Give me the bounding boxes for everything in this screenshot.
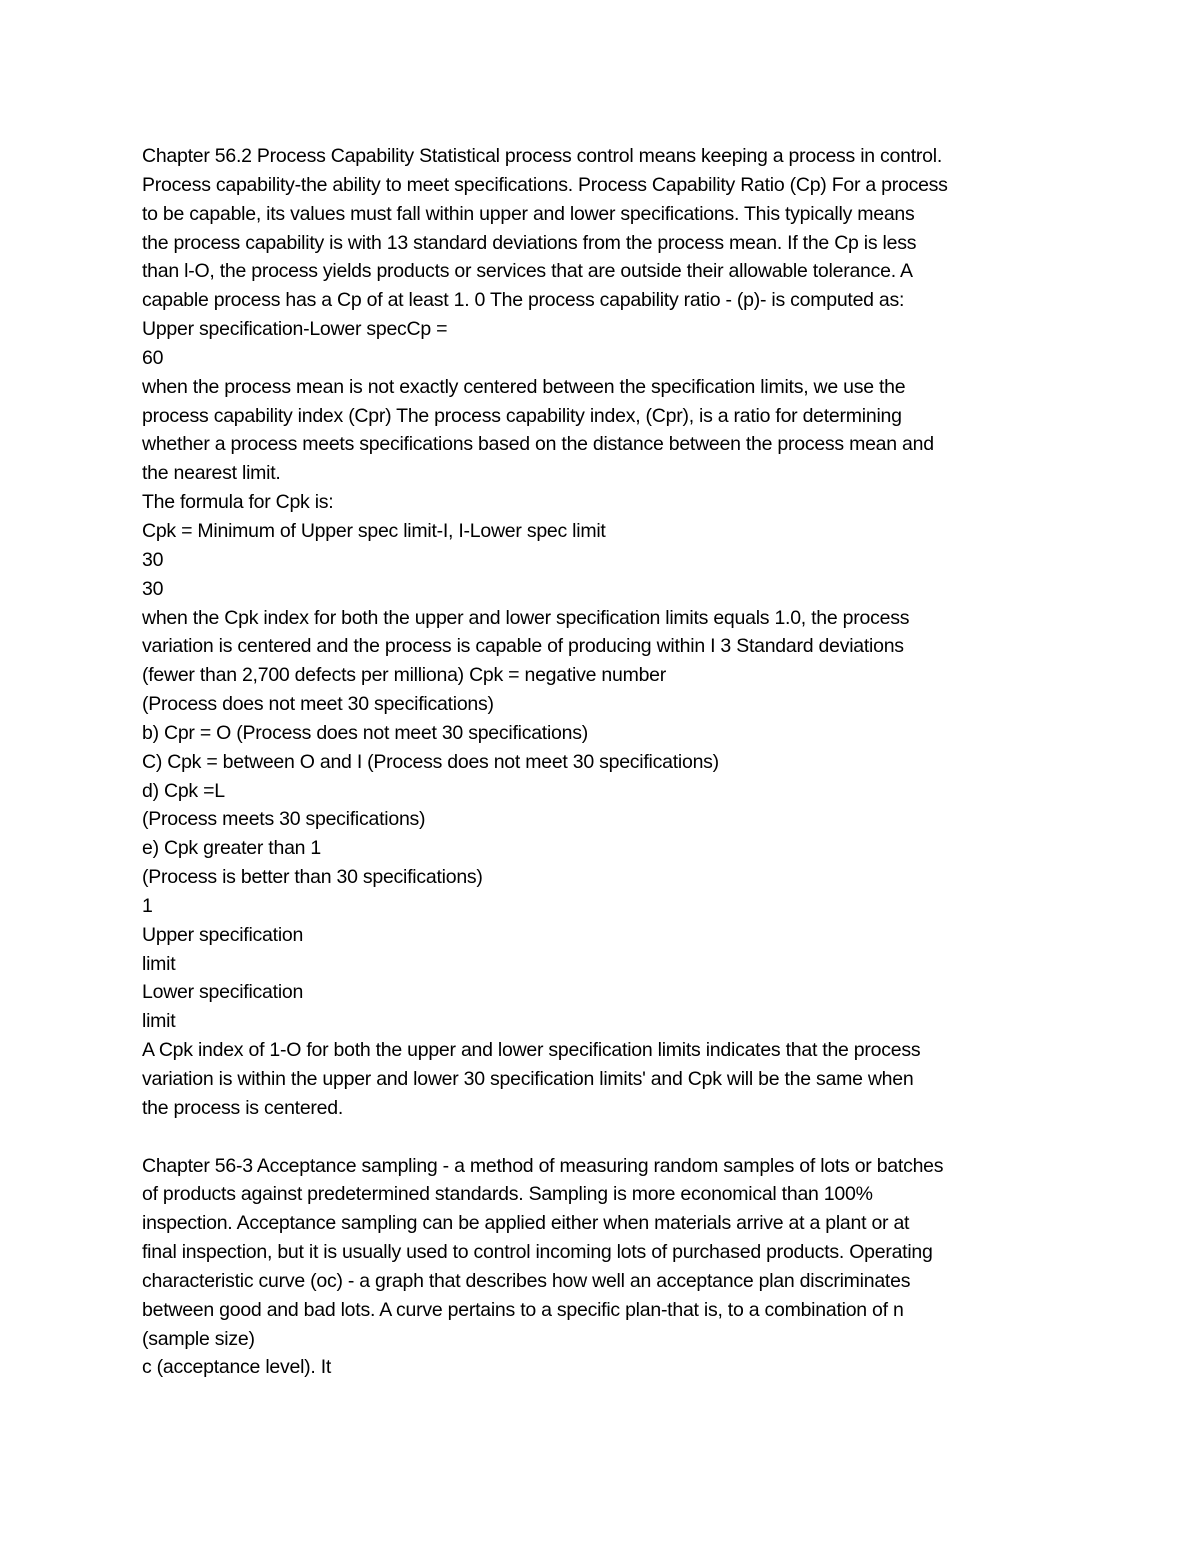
text-line: Upper specification-Lower specCp = <box>142 318 448 341</box>
text-line: than l-O, the process yields products or services that are outside their allowable tolerance. A <box>142 260 913 283</box>
text-line: the process capability is with 13 standard deviations from the process mean. If the Cp is less <box>142 231 917 254</box>
text-line: limit <box>142 952 176 975</box>
text-line: (Process is better than 30 specifications) <box>142 866 483 889</box>
text-line: between good and bad lots. A curve pertains to a specific plan-that is, to a combination of n <box>142 1298 904 1321</box>
text-line: Upper specification <box>142 923 304 946</box>
paragraph-gap <box>142 1123 1072 1152</box>
text-line: the process is centered. <box>142 1096 344 1119</box>
text-line: variation is within the upper and lower 30 specification limits' and Cpk will be the same when <box>142 1068 914 1090</box>
text-line: to be capable, its values must fall within upper and lower specifications. This typically means <box>142 202 915 225</box>
text-line: Chapter 56.2 Process Capability Statistical process control means keeping a process in control. <box>142 145 942 167</box>
text-line: Chapter 56-3 Acceptance sampling - a method of measuring random samples of lots or batches <box>142 1154 944 1177</box>
text-line: process capability index (Cpr) The process capability index, (Cpr), is a ratio for determining <box>142 404 902 427</box>
text-line: e) Cpk greater than 1 <box>142 837 322 860</box>
text-line: 1 <box>142 894 153 917</box>
text-line: final inspection, but it is usually used to control incoming lots of purchased products. Operating <box>142 1241 933 1264</box>
text-line: (sample size) <box>142 1327 255 1350</box>
text-line: C) Cpk = between O and I (Process does not meet 30 specifications) <box>142 750 719 773</box>
text-line: whether a process meets specifications based on the distance between the process mean and <box>142 433 934 456</box>
text-line: inspection. Acceptance sampling can be applied either when materials arrive at a plant or at <box>142 1212 910 1235</box>
text-line: d) Cpk =L <box>142 779 225 802</box>
text-line: 30 <box>142 548 164 571</box>
text-line: c (acceptance level). It <box>142 1356 332 1379</box>
text-line: A Cpk index of 1-O for both the upper and lower specification limits indicates that the process <box>142 1039 921 1062</box>
text-line: capable process has a Cp of at least 1. 0 The process capability ratio - (p)- is computed as: <box>142 289 905 312</box>
text-line: Cpk = Minimum of Upper spec limit-I, I-Lower spec limit <box>142 519 606 542</box>
document-body <box>142 142 1072 1382</box>
text-line: characteristic curve (oc) - a graph that describes how well an acceptance plan discriminates <box>142 1269 911 1292</box>
text-line: limit <box>142 1010 176 1033</box>
text-line: Process capability-the ability to meet specifications. Process Capability Ratio (Cp) For a process <box>142 173 948 196</box>
text-line: (fewer than 2,700 defects per milliona) Cpk = negative number <box>142 664 666 687</box>
text-line: 30 <box>142 577 164 600</box>
text-line: (Process does not meet 30 specifications) <box>142 693 494 716</box>
text-line: Lower specification <box>142 981 304 1004</box>
text-line: (Process meets 30 specifications) <box>142 808 426 831</box>
text-line: 60 <box>142 346 164 369</box>
text-line: of products against predetermined standards. Sampling is more economical than 100% <box>142 1183 873 1206</box>
text-line: variation is centered and the process is capable of producing within I 3 Standard deviations <box>142 635 904 658</box>
text-line: b) Cpr = O (Process does not meet 30 specifications) <box>142 721 588 744</box>
text-line: The formula for Cpk is: <box>142 491 334 514</box>
text-line: when the Cpk index for both the upper and lower specification limits equals 1.0, the process <box>142 606 910 629</box>
text-line: the nearest limit. <box>142 462 281 485</box>
text-line: when the process mean is not exactly centered between the specification limits, we use the <box>142 375 906 398</box>
